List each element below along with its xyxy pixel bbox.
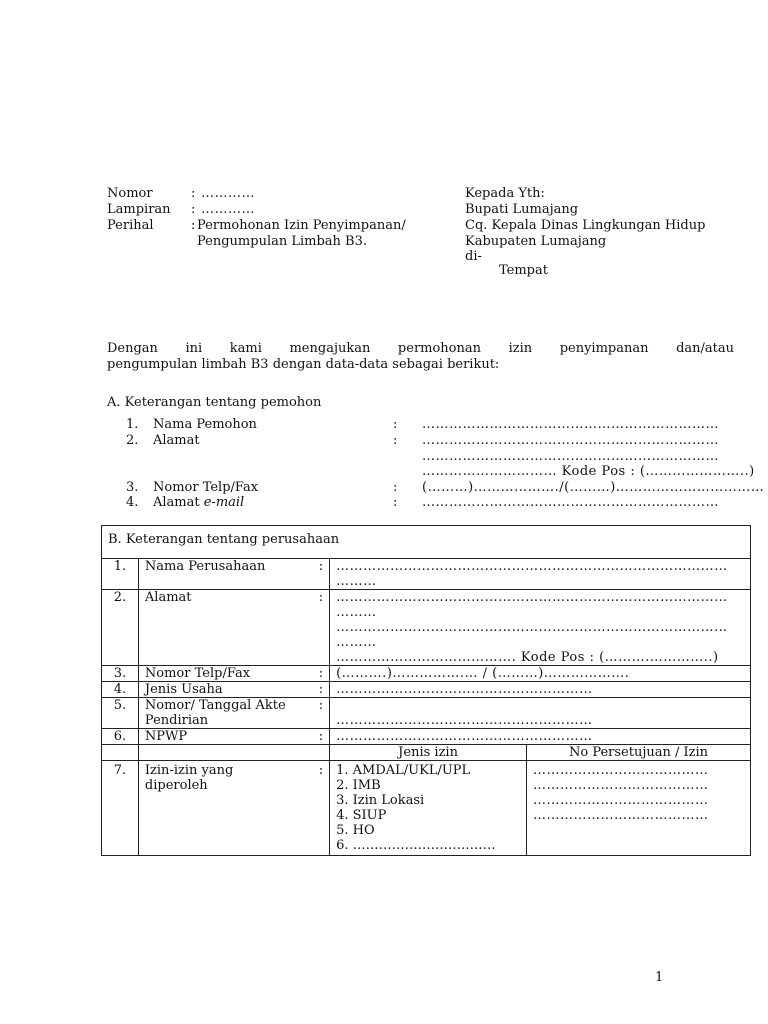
row-sep: : bbox=[318, 729, 324, 744]
recipient-line-4: Kabupaten Lumajang bbox=[465, 234, 607, 249]
row-value: …………………………………………………………………………… ……… bbox=[330, 559, 751, 590]
persetujuan-item: ………………………………… bbox=[533, 778, 709, 793]
row-value: ………………………………………………… bbox=[330, 729, 751, 745]
lampiran-sep: : bbox=[191, 202, 196, 217]
table-row bbox=[102, 698, 751, 729]
item-sep: : bbox=[393, 480, 398, 495]
persetujuan-item: ………………………………… bbox=[533, 808, 709, 823]
company-table bbox=[101, 525, 751, 856]
row-label: Izin-izin yang diperoleh : bbox=[138, 761, 329, 856]
item-value: (………)………………./(………)…………………………… bbox=[422, 480, 765, 495]
row-label: Nomor/ Tanggal Akte Pendirian : bbox=[138, 698, 329, 729]
izin-header-row bbox=[102, 745, 751, 761]
item-num: 3. bbox=[126, 480, 139, 495]
item-sep: : bbox=[393, 417, 398, 432]
item-value: ………………………………………………………… bbox=[422, 433, 719, 448]
item-num: 2. bbox=[126, 433, 139, 448]
row-sep: : bbox=[318, 559, 324, 574]
recipient-line-1: Kepada Yth: bbox=[465, 186, 545, 201]
perihal-label: Perihal bbox=[107, 218, 154, 233]
recipient-line-5: di- bbox=[465, 249, 482, 264]
row-num: 7. bbox=[102, 761, 139, 856]
table-row bbox=[102, 666, 751, 682]
intro-line-2: pengumpulan limbah B3 dengan data-data sebagai berikut: bbox=[107, 357, 500, 372]
row-num: 5. bbox=[102, 698, 139, 729]
izin-item: 1. AMDAL/UKL/UPL bbox=[336, 763, 471, 778]
item-sep: : bbox=[393, 433, 398, 448]
item-label bbox=[153, 495, 244, 511]
item-value: ………………………………………………………… bbox=[422, 495, 719, 510]
row-num: 6. bbox=[102, 729, 139, 745]
email-label-2: e-mail bbox=[203, 495, 245, 510]
persetujuan-item: ………………………………… bbox=[533, 763, 709, 778]
intro-line-1: Dengan ini kami mengajukan permohonan izin penyimpanan dan/atau bbox=[107, 341, 734, 356]
section-a-title: A. Keterangan tentang pemohon bbox=[107, 395, 322, 410]
row-label: Nama Perusahaan : bbox=[138, 559, 329, 590]
row-value: ………………………………………………… bbox=[330, 682, 751, 698]
alamat-line-3: ………………………… Kode Pos : (…………………..) bbox=[422, 464, 755, 479]
row-sep: : bbox=[318, 763, 324, 778]
item-sep: : bbox=[393, 495, 398, 510]
page-number: 1 bbox=[655, 970, 664, 985]
lampiran-label: Lampiran bbox=[107, 202, 171, 217]
row-num: 4. bbox=[102, 682, 139, 698]
izin-item: 2. IMB bbox=[336, 778, 381, 793]
perihal-sep: : bbox=[191, 218, 196, 233]
col-jenis-izin: Jenis izin bbox=[330, 745, 527, 761]
lampiran-value: ………… bbox=[201, 202, 255, 217]
item-label: Alamat bbox=[153, 433, 200, 448]
recipient-line-2: Bupati Lumajang bbox=[465, 202, 579, 217]
row-value: ………………………………………………… bbox=[330, 698, 751, 729]
row-label: NPWP : bbox=[138, 729, 329, 745]
email-label-1: Alamat bbox=[153, 495, 204, 510]
section-b-title-row bbox=[102, 526, 751, 559]
nomor-sep: : bbox=[191, 186, 196, 201]
table-row bbox=[102, 590, 751, 666]
col-no-persetujuan: No Persetujuan / Izin bbox=[527, 745, 751, 761]
row-num: 2. bbox=[102, 590, 139, 666]
table-row bbox=[102, 729, 751, 745]
nomor-label: Nomor bbox=[107, 186, 153, 201]
row-sep: : bbox=[318, 698, 324, 713]
row-num: 3. bbox=[102, 666, 139, 682]
recipient-line-3: Cq. Kepala Dinas Lingkungan Hidup bbox=[465, 218, 706, 233]
perihal-value-1: Permohonan Izin Penyimpanan/ bbox=[197, 218, 406, 233]
row-label: Jenis Usaha : bbox=[138, 682, 329, 698]
item-num: 4. bbox=[126, 495, 139, 510]
persetujuan-item: ………………………………… bbox=[533, 793, 709, 808]
recipient-line-6: Tempat bbox=[499, 263, 548, 278]
alamat-line-2: ………………………………………………………… bbox=[422, 449, 719, 464]
item-label: Nomor Telp/Fax bbox=[153, 480, 259, 495]
row-value: (……….)…………….… / (………)………………. bbox=[330, 666, 751, 682]
persetujuan-list bbox=[527, 761, 751, 856]
row-sep: : bbox=[318, 590, 324, 605]
intro-paragraph bbox=[107, 341, 734, 373]
izin-item: 4. SIUP bbox=[336, 808, 387, 823]
row-value: …………………………………………………………………………… ……… …………………………………………………………………………… ……… …………………………………. Kode Pos : (……….…………..) bbox=[330, 590, 751, 666]
izin-item: 3. Izin Lokasi bbox=[336, 793, 425, 808]
izin-list bbox=[330, 761, 527, 856]
perihal-value-2: Pengumpulan Limbah B3. bbox=[197, 234, 368, 249]
item-value: ………………………………………………………… bbox=[422, 417, 719, 432]
nomor-value: ………… bbox=[201, 186, 255, 201]
row-sep: : bbox=[318, 666, 324, 681]
table-row bbox=[102, 761, 751, 856]
izin-item: 5. HO bbox=[336, 823, 375, 838]
row-num: 1. bbox=[102, 559, 139, 590]
row-label: Alamat : bbox=[138, 590, 329, 666]
izin-item: 6. …………………………… bbox=[336, 838, 496, 853]
row-label: Nomor Telp/Fax : bbox=[138, 666, 329, 682]
section-b-title: B. Keterangan tentang perusahaan bbox=[102, 526, 751, 559]
row-sep: : bbox=[318, 682, 324, 697]
table-row bbox=[102, 559, 751, 590]
item-num: 1. bbox=[126, 417, 139, 432]
item-label: Nama Pemohon bbox=[153, 417, 257, 432]
table-row bbox=[102, 682, 751, 698]
